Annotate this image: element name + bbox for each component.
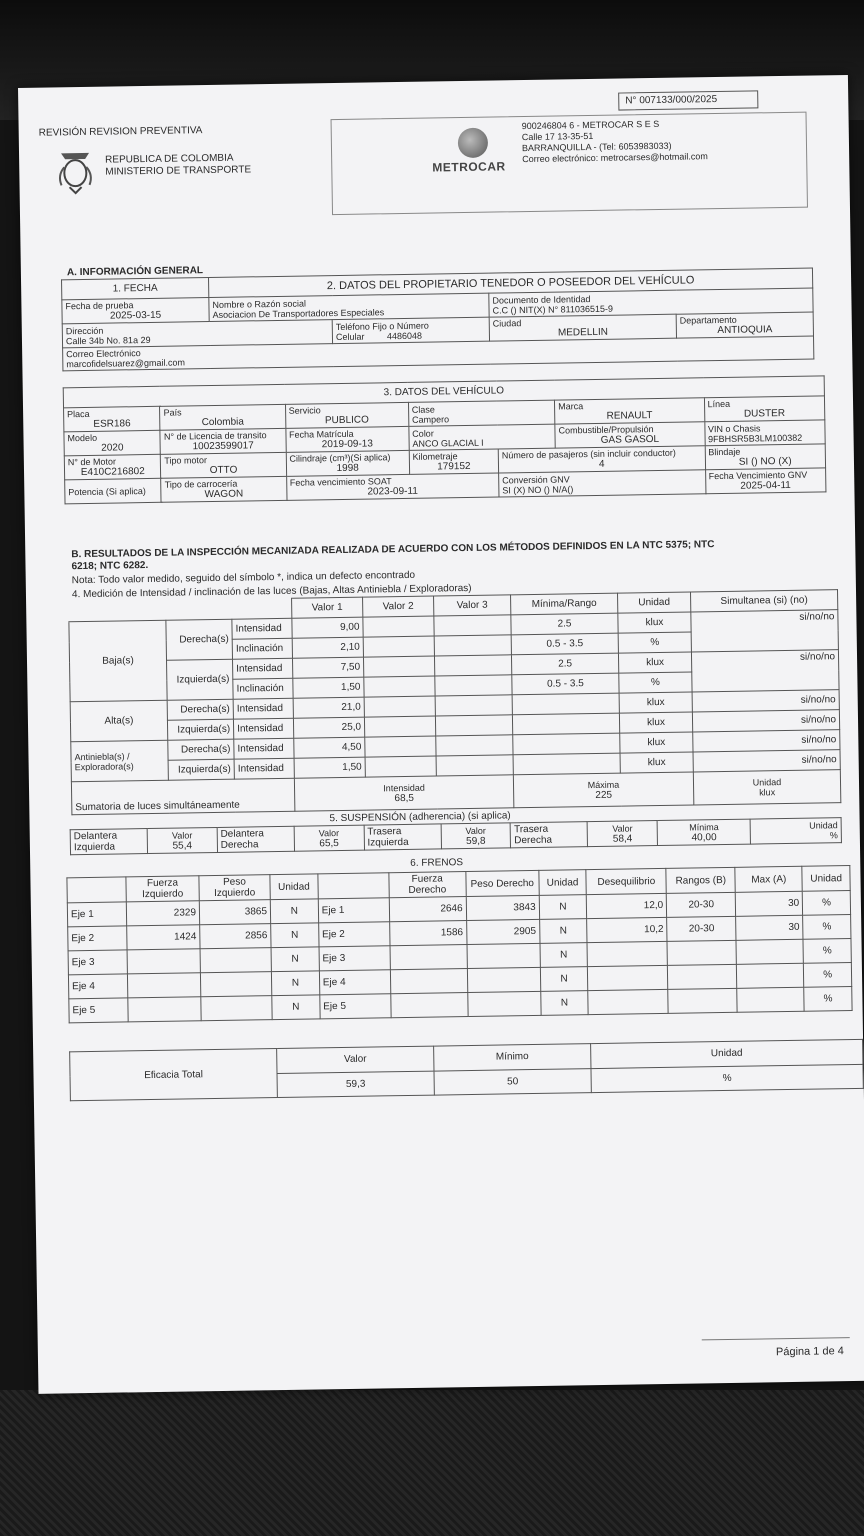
km-label: Kilometraje [412,451,458,462]
brake-fuerza-izq: 2329 [126,901,199,926]
brakes-table [66,865,852,1023]
background-surface [0,1390,864,1536]
brake-eje-2: Eje 2 [318,922,389,947]
ciudad-label: Ciudad [492,318,522,329]
brakes-col-desequilibrio: Desequilibrio [586,868,666,894]
licencia: 10023599017 [192,440,254,453]
sum-int: 68,5 [394,792,415,804]
brake-eje: Eje 4 [68,974,127,999]
combustible-label: Combustible/Propulsión [558,424,654,436]
licencia-label: N° de Licencia de transito [163,430,267,442]
light-type: Intensidad [234,718,294,739]
light-type: Intensidad [234,738,294,759]
brakes-col-unidad-3: Unidad [802,866,850,892]
blindaje-cell [705,444,826,470]
placa-cell [64,406,161,432]
sum-unit-cell [693,770,841,805]
eficacia-valor-label: Valor [277,1046,434,1073]
susp-unit: % [829,830,838,841]
light-unit: klux [620,732,693,753]
light-min: 2.5 [511,613,618,635]
sum-intensity-cell [294,775,513,811]
brake-rango: 20-30 [667,892,736,917]
susp-td-label: Trasera Derecha [510,822,587,848]
serial-number: N° 007133/000/2025 [625,94,718,107]
brake-unit-2: N [539,895,587,920]
light-type: Intensidad [232,618,292,639]
lights-table [68,589,841,815]
light-value-1: 21,0 [293,697,364,718]
brakes-blank-header [67,877,126,903]
blindaje: SI () NO (X) [738,455,792,468]
light-sim: si/no/no [693,730,840,752]
lights-col-minima: Mínima/Rango [511,593,618,615]
document-type: REVISIÓN REVISION PREVENTIVA [38,125,203,139]
doc-number: C.C () NIT(X) N° 811036515-9 [492,303,614,316]
section-b-title: B. RESULTADOS DE LA INSPECCIÓN MECANIZADA REALIZADA DE ACUERDO CON LOS MÉTODOS DEFINIDOS EN LA NTC 5375; NTC [71,539,715,561]
color: ANCO GLACIAL I [412,437,484,449]
susp-td: 58,4 [612,832,633,845]
light-side: Izquierda(s) [167,719,233,740]
republic-name: REPUBLICA DE COLOMBIA [105,152,234,166]
lights-heading: 4. Medición de Intensidad / inclinación de las luces (Bajas, Altas Antiniebla / Exploradoras) [71,582,472,601]
brake-unit-3: % [803,915,851,940]
pasajeros: 4 [598,458,605,470]
direccion-label: Dirección [65,325,104,336]
brake-desequilibrio: 10,2 [587,917,667,942]
direccion: Calle 34b No. 81a 29 [65,334,151,346]
group-alta: Alta(s) [70,700,168,742]
susp-td-cell [587,821,657,847]
light-value-1: 7,50 [292,657,363,678]
km: 179152 [437,460,471,473]
celular-label: Celular [335,331,365,342]
vehicle-heading: 3. DATOS DEL VEHÍCULO [63,376,824,408]
brake-peso-izq: 2856 [200,924,271,949]
sum-max-cell [513,772,693,808]
brake-eje: Eje 3 [68,950,127,975]
brake-unit-1: N [270,899,318,924]
vin: 9FBHSR5B3LM100382 [708,432,803,444]
company-line-2: Calle 17 13-35-51 [521,130,594,143]
telefono: 4486048 [386,330,423,341]
eficacia-unidad-label: Unidad [591,1039,863,1068]
light-value-1: 25,0 [293,717,364,738]
tipo-motor: OTTO [209,464,238,477]
section-b-note: Nota: Todo valor medido, seguido del símbolo *, indica un defecto encontrado [71,569,416,587]
pais: Colombia [201,416,244,429]
km-cell [409,449,499,474]
group-baja: Baja(s) [69,620,167,702]
servicio-label: Servicio [288,405,321,416]
vehicle-table [63,375,827,504]
light-unit: klux [619,692,692,713]
serial-number-box [618,90,758,110]
susp-min-label: Mínima [689,821,719,833]
brake-eje-2: Eje 4 [319,970,390,995]
susp-di-label: Delantera Izquierda [70,829,147,855]
soat-cell [286,473,499,500]
servicio-cell [285,402,409,428]
brake-unit-3: % [804,987,852,1012]
placa: ESR186 [93,418,131,430]
brake-unit-1: N [271,971,319,996]
susp-valor-label: Valor [171,829,193,841]
cilindraje-label: Cilindraje (cm³)(Si aplica) [289,452,391,464]
pais-label: País [163,407,182,418]
company-line-1: 900246804 6 - METROCAR S E S [521,118,660,132]
combustible-cell [555,422,705,448]
depto-cell [676,312,813,338]
light-value-1: 1,50 [294,757,365,778]
sum-max-label: Máxima [587,779,620,790]
modelo: 2020 [101,442,124,454]
fecha-heading: 1. FECHA [62,278,209,300]
brake-rango: 20-30 [667,916,736,941]
eficacia-table [69,1039,864,1101]
suspension-table [70,817,842,855]
telefono-cell [332,317,489,343]
eficacia-label: Eficacia Total [70,1049,278,1101]
marca: RENAULT [606,410,653,422]
pais-cell [160,404,285,430]
potencia-cell [65,478,162,504]
light-min: 2.5 [511,653,618,675]
marca-cell [555,398,705,424]
correo-label: Correo Electrónico [66,348,141,360]
ministry-name: MINISTERIO DE TRANSPORTE [105,164,252,178]
matricula-cell [285,426,409,452]
susp-ti-label: Trasera Izquierda [364,824,441,850]
brake-unit-1: N [272,995,320,1020]
company-line-3: BARRANQUILLA - (Tel: 6053983033) [521,140,672,154]
color-label: Color [412,428,434,439]
carroceria-label: Tipo de carrocería [164,478,238,490]
republic-seal-icon [55,147,96,196]
nombre-label: Nombre o Razón social [212,298,307,310]
pasajeros-cell [498,446,705,473]
sum-unit: klux [759,787,776,798]
sum-max: 225 [595,789,613,801]
lights-col-simultanea: Simultanea (si) (no) [690,590,837,612]
brake-eje-2: Eje 5 [319,994,390,1019]
susp-valor-label: Valor [318,827,340,838]
light-sim: si/no/no [693,750,840,772]
light-side: Derecha(s) [167,699,233,720]
telefono-label: Teléfono Fijo o Número [335,320,429,332]
brakes-heading: 6. FRENOS [410,857,464,869]
lights-col-valor1: Valor 1 [292,597,363,618]
fecha-prueba: 2025-03-15 [109,309,162,322]
light-value-1: 9,00 [292,617,363,638]
modelo-label: Modelo [67,432,98,444]
brake-unit-1: N [271,947,319,972]
vin-label: VIN o Chasis [707,422,761,434]
placa-label: Placa [67,408,90,420]
brakes-col-unidad-2: Unidad [539,870,587,896]
light-side: Derecha(s) [168,739,234,760]
brakes-col-fuerza-izq: Fuerza Izquierdo [126,876,199,902]
gnv-label: Conversión GNV [502,473,570,485]
fecha-prueba-label: Fecha de prueba [65,300,134,312]
eficacia-valor: 59,3 [277,1071,434,1098]
brakes-col-peso-der: Peso Derecho [466,870,539,896]
brake-peso-der: 2905 [466,919,539,944]
marca-label: Marca [558,401,584,412]
brake-desequilibrio: 12,0 [587,893,667,918]
linea-label: Línea [707,398,731,410]
light-unit: klux [619,712,692,733]
susp-di: 55,4 [172,839,193,852]
modelo-cell [64,430,161,456]
linea: DUSTER [743,407,786,420]
sum-int-label: Intensidad [383,782,425,793]
light-value-1: 1,50 [293,677,364,698]
susp-di-cell [147,827,217,853]
light-side: Izquierda(s) [168,759,234,780]
clase-cell [408,400,555,426]
susp-valor-label: Valor [465,825,486,836]
ciudad-cell [489,314,676,341]
susp-dd-label: Delantera Derecha [217,826,294,852]
nombre: Asociacion De Transportadores Especiales [212,306,385,320]
brake-max: 30 [736,915,803,940]
eficacia-minimo: 50 [434,1068,591,1095]
page-number: Página 1 de 4 [775,1345,844,1359]
potencia-label: Potencia (Si aplica) [68,485,146,497]
light-unit: klux [620,752,693,773]
motor-cell [64,454,161,480]
clase-label: Clase [411,403,435,415]
carroceria-cell [161,476,286,502]
brake-unit-2: N [540,967,588,992]
lights-col-valor2: Valor 2 [363,596,434,617]
light-type: Intensidad [234,758,294,779]
susp-dd: 65,5 [319,837,339,849]
brakes-blank-header-2 [318,873,389,899]
gnv-venc-cell [705,468,826,494]
light-unit: % [618,632,691,653]
eficacia-minimo-label: Mínimo [434,1044,591,1071]
brake-max: 30 [736,891,803,916]
brake-unit-2: N [540,943,588,968]
brake-unit-3: % [803,939,851,964]
lights-col-unidad: Unidad [618,592,691,613]
carroceria: WAGON [204,488,244,501]
light-sim: si/no/no [692,710,839,732]
susp-valor-label: Valor [612,822,633,834]
footer-rule [702,1337,850,1340]
lights-col-valor3: Valor 3 [434,595,511,616]
brake-unit-2: N [540,991,588,1016]
light-type: Inclinación [232,638,292,659]
brake-eje-2: Eje 1 [318,898,389,923]
sum-unit-label: Unidad [752,777,782,788]
brake-fuerza-der: 2646 [389,897,466,922]
susp-ti: 59,8 [466,835,486,847]
brakes-col-peso-izq: Peso Izquierdo [199,875,270,901]
light-min: 0.5 - 3.5 [511,633,618,655]
light-side: Izquierda(s) [167,659,234,700]
company-line-4: Correo electrónico: metrocarses@hotmail.com [522,151,708,165]
susp-dd-cell [294,825,364,851]
brake-unit-3: % [802,891,850,916]
brake-unit-2: N [539,919,587,944]
tipo-motor-cell [161,452,286,478]
brake-peso-izq: 3865 [199,900,270,925]
susp-min: 40,00 [691,831,717,844]
fecha-prueba-cell [62,298,209,324]
susp-min-cell [657,819,751,845]
light-value-1: 4,50 [294,737,365,758]
blindaje-label: Blindaje [708,446,741,458]
cilindraje-cell [286,450,410,476]
brake-eje: Eje 5 [69,998,128,1023]
servicio: PUBLICO [324,414,369,427]
brakes-col-unidad-1: Unidad [270,874,318,900]
light-unit: % [619,672,692,693]
soat: 2023-09-11 [367,485,418,498]
eficacia-unidad: % [591,1064,863,1093]
motor-label: N° de Motor [67,456,117,468]
brakes-col-rangos: Rangos (B) [666,867,735,893]
brake-eje: Eje 2 [68,926,127,951]
owner-table [61,268,814,372]
brakes-col-fuerza-der: Fuerza Derecho [389,872,466,898]
licencia-cell [160,428,285,454]
brake-eje: Eje 1 [67,902,126,927]
gnv: SI (X) NO () N/A() [502,483,574,495]
sum-label: Sumatoria de luces simultáneamente [71,778,294,814]
gnv-venc-label: Fecha Vencimiento GNV [708,469,808,482]
brake-unit-3: % [804,963,852,988]
owner-heading: 2. DATOS DEL PROPIETARIO TENEDOR O POSEEDOR DEL VEHÍCULO [209,268,813,297]
light-sim: si/no/no [691,650,839,692]
color-cell [409,424,556,450]
brake-eje-2: Eje 3 [319,946,390,971]
matricula-label: Fecha Matrícula [288,428,354,440]
light-side: Derecha(s) [166,619,233,660]
brake-unit-1: N [271,923,319,948]
depto-label: Departamento [679,314,737,326]
gnv-venc: 2025-04-11 [740,479,791,492]
company-box [331,112,808,215]
susp-unit-label: Unidad [809,820,838,831]
brake-peso-der: 3843 [466,895,539,920]
vin-cell [704,420,825,446]
doc-label: Documento de Identidad [492,293,591,306]
linea-cell [704,396,825,422]
inspection-document [18,75,864,1394]
light-unit: klux [618,652,691,673]
group-antiniebla: Antiniebla(s) / Exploradora(s) [71,740,169,782]
brake-fuerza-der: 1586 [389,921,466,946]
matricula: 2019-09-13 [321,438,373,451]
clase: Campero [411,413,450,425]
gnv-cell [499,470,706,497]
susp-unit-cell [750,818,841,844]
light-type: Inclinación [233,678,293,699]
combustible: GAS GASOL [600,433,660,446]
soat-label: Fecha vencimiento SOAT [289,476,392,488]
correo: marcofidelsuarez@gmail.com [66,357,186,370]
suspension-heading: 5. SUSPENSIÓN (adherencia) (si aplica) [329,810,511,825]
metrocar-logo-icon [458,128,488,158]
brakes-col-max: Max (A) [735,866,802,892]
depto: ANTIOQUIA [717,324,773,337]
tipo-motor-label: Tipo motor [164,455,208,466]
light-unit: klux [618,612,691,633]
motor: E410C216802 [80,466,145,479]
light-type: Intensidad [233,658,293,679]
cilindraje: 1998 [336,462,359,475]
light-sim: si/no/no [692,690,839,712]
brake-fuerza-izq: 1424 [127,925,200,950]
company-logo-text: METROCAR [432,159,506,175]
light-type: Intensidad [233,698,293,719]
susp-ti-cell [441,823,511,849]
pasajeros-label: Número de pasajeros (sin incluir conductor) [501,447,676,461]
section-b-title-2: 6218; NTC 6282. [71,560,149,573]
light-value-1: 2,10 [292,637,363,658]
light-min: 0.5 - 3.5 [512,673,619,695]
section-a-title: A. INFORMACIÓN GENERAL [66,265,204,279]
light-sim: si/no/no [691,610,839,652]
ciudad: MEDELLIN [557,326,608,339]
